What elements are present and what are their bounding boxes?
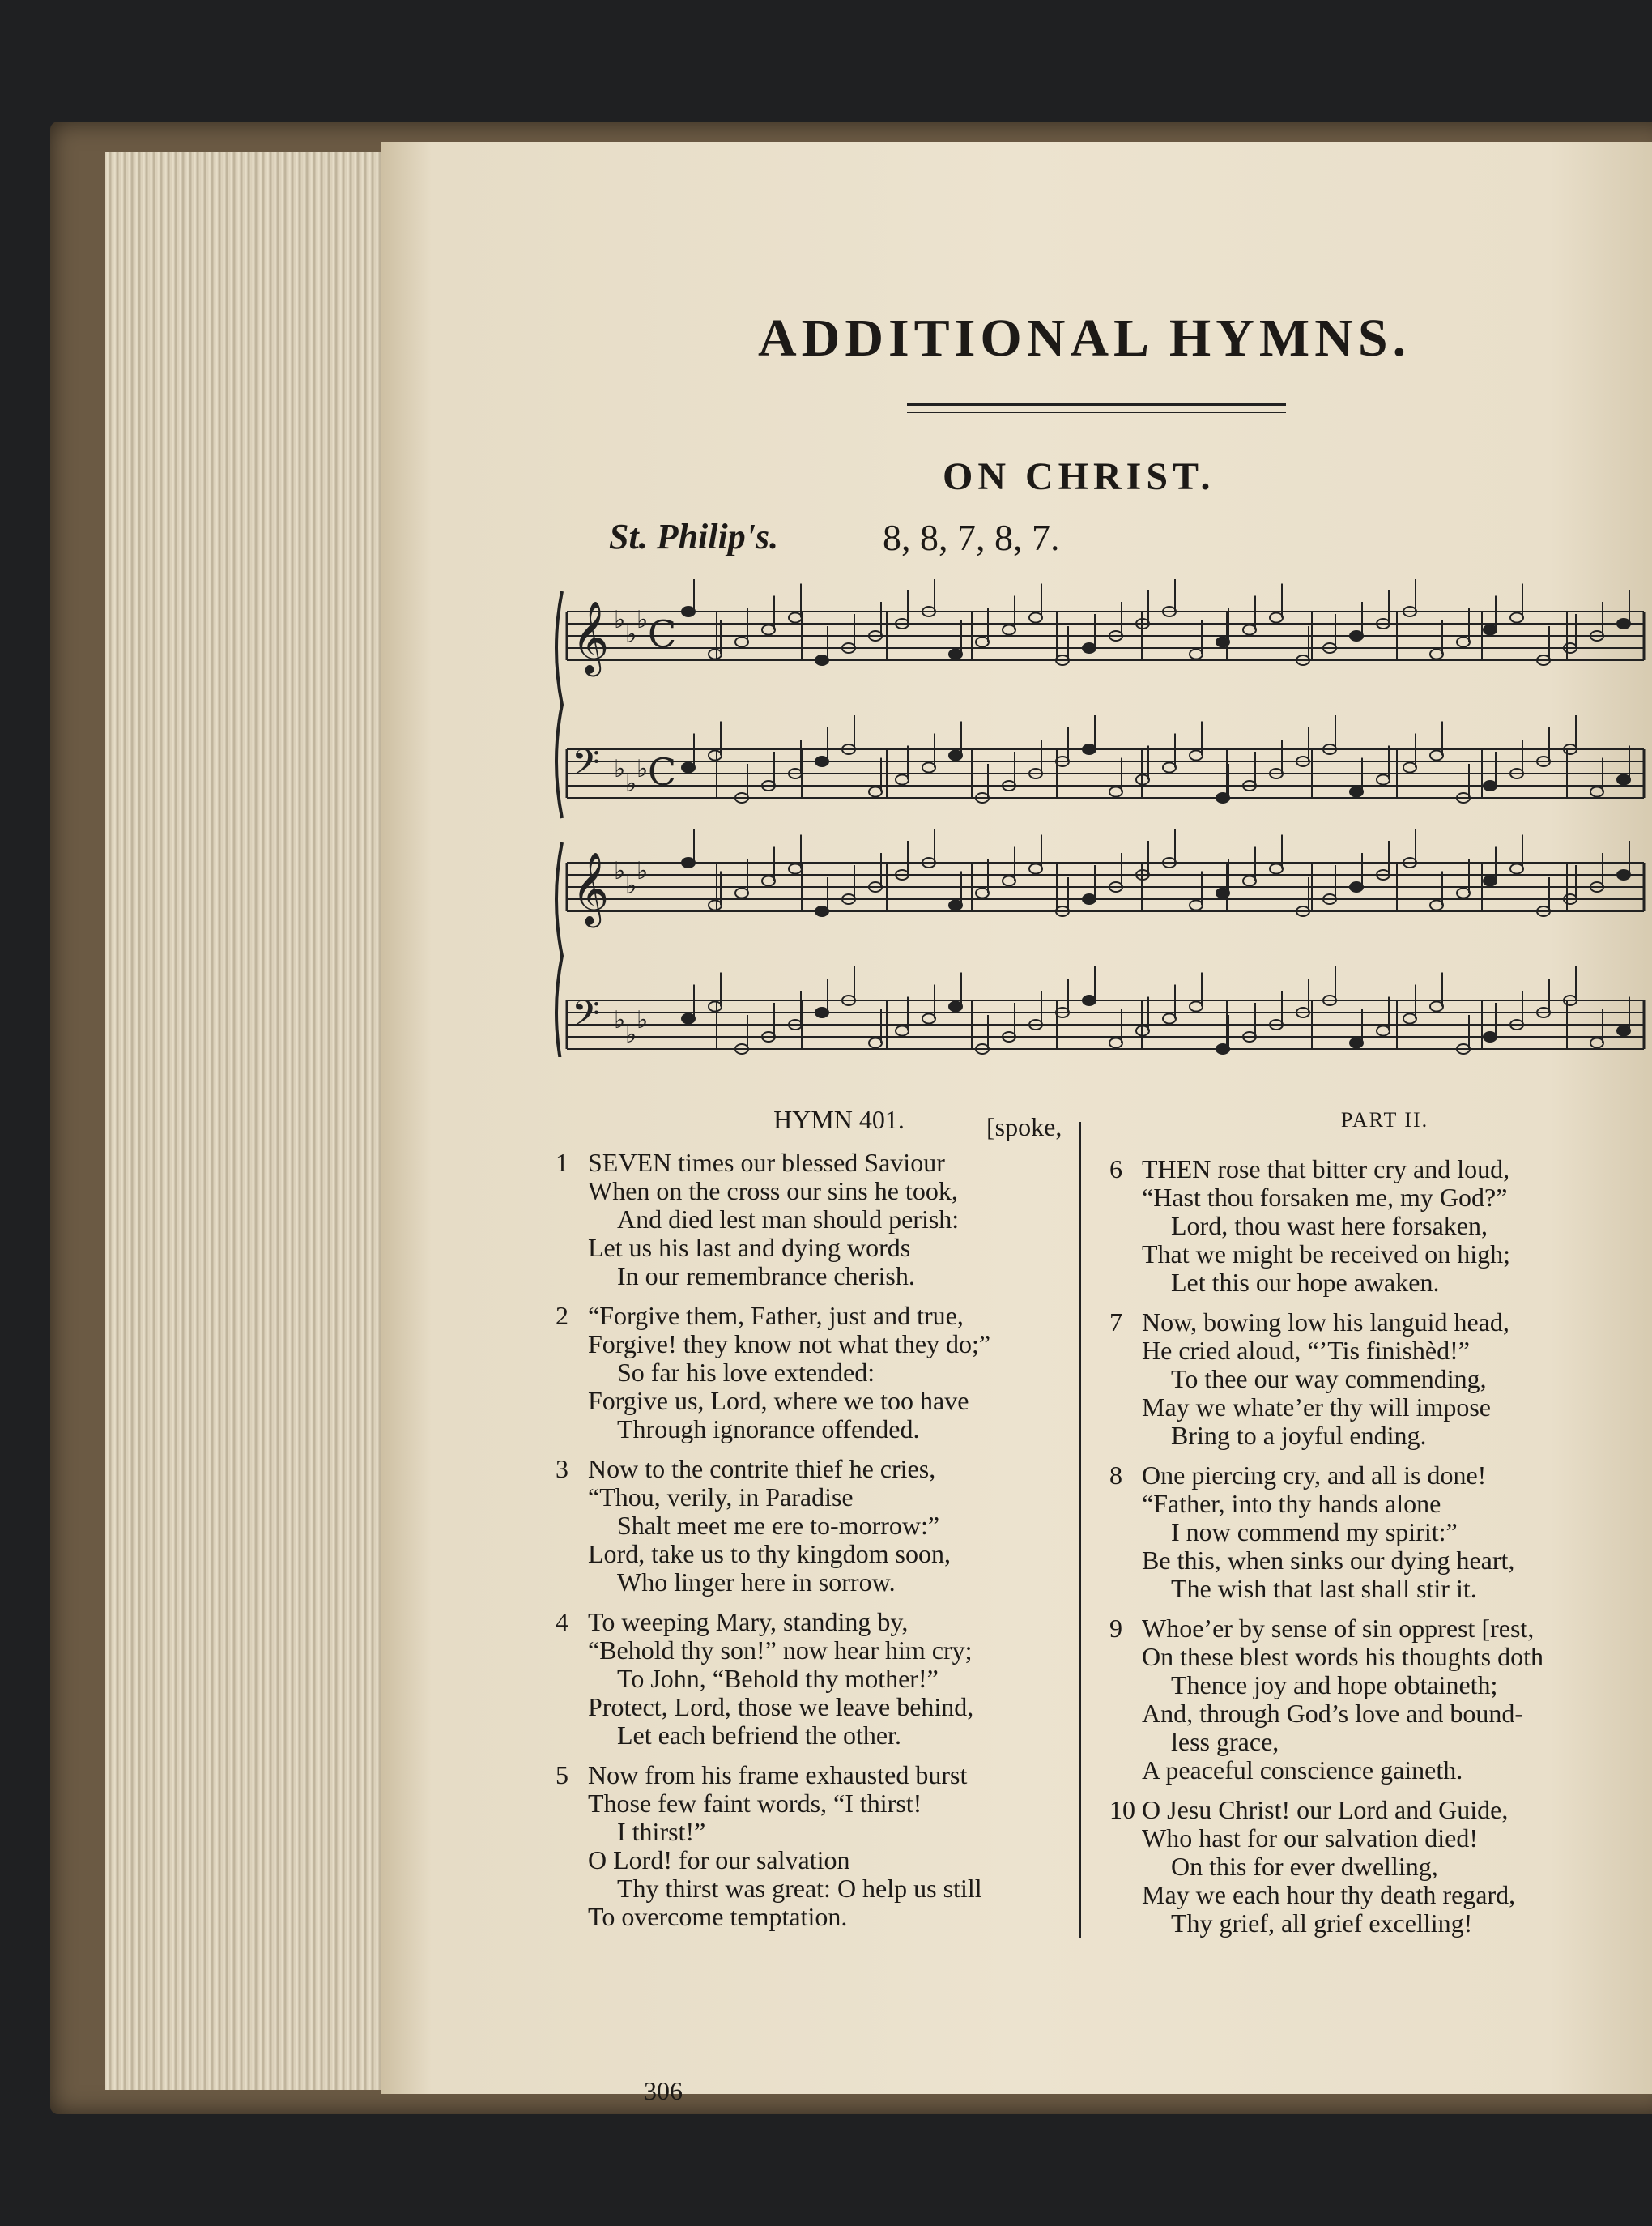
note-head xyxy=(1350,882,1363,892)
note-head xyxy=(896,775,909,785)
note-head xyxy=(949,1002,962,1012)
verse xyxy=(1109,1308,1628,1450)
verse-line: Whoe’er by sense of sin opprest [rest, xyxy=(1142,1614,1535,1643)
note-head xyxy=(922,763,935,773)
section-heading: ON CHRIST. xyxy=(943,455,1216,498)
note-head xyxy=(709,751,722,761)
time-signature: C xyxy=(648,750,677,794)
flat-sign: ♭ xyxy=(614,755,626,783)
note-head xyxy=(1003,625,1015,635)
verse-line: I thirst!” xyxy=(617,1817,706,1846)
verse-line: “Behold thy son!” now hear him cry; xyxy=(588,1635,973,1665)
system-brace xyxy=(556,591,562,818)
note-head xyxy=(869,1038,882,1048)
verse-line: “Thou, verily, in Paradise xyxy=(588,1482,854,1512)
note-head xyxy=(1216,638,1229,647)
verse-line: Thy grief, all grief excelling! xyxy=(1171,1908,1473,1938)
verse xyxy=(1109,1461,1628,1603)
note-head xyxy=(709,650,722,659)
note-head xyxy=(1590,1038,1603,1048)
note-head xyxy=(1163,763,1176,773)
hymn-heading: HYMN 401. xyxy=(773,1105,905,1134)
verse-line: Forgive us, Lord, where we too have xyxy=(588,1386,969,1415)
note-head xyxy=(1484,625,1497,635)
note-head xyxy=(1029,864,1042,874)
note-head xyxy=(1270,613,1283,623)
flat-sign: ♭ xyxy=(625,620,637,649)
verse-line: SEVEN times our blessed Saviour xyxy=(588,1148,945,1177)
part-heading: PART II. xyxy=(1340,1108,1429,1132)
flat-sign: ♭ xyxy=(625,872,637,900)
right-column xyxy=(1109,1106,1628,1949)
verse-line: THEN rose that bitter cry and loud, xyxy=(1142,1154,1510,1183)
note-head xyxy=(1484,781,1497,791)
flat-sign: ♭ xyxy=(637,857,649,885)
note-head xyxy=(815,1008,828,1017)
verse-line: Now from his frame exhausted burst xyxy=(588,1760,968,1789)
verse-number: 9 xyxy=(1109,1614,1122,1643)
verse-line: Be this, when sinks our dying heart, xyxy=(1142,1546,1515,1575)
title-rule xyxy=(907,403,1286,406)
verse-line: So far his love extended: xyxy=(617,1358,875,1387)
note-head xyxy=(815,757,828,766)
verse-line: Now, bowing low his languid head, xyxy=(1142,1307,1509,1337)
note-head xyxy=(1403,763,1416,773)
verse-line: Thy thirst was great: O help us still xyxy=(617,1874,982,1903)
note-head xyxy=(682,763,695,773)
verse-line: Who linger here in sorrow. xyxy=(617,1567,896,1597)
treble-clef: 𝄞 xyxy=(572,852,610,925)
title-rule xyxy=(907,412,1286,413)
verse-line: One piercing cry, and all is done! xyxy=(1142,1461,1487,1490)
note-head xyxy=(1270,864,1283,874)
verse-line: To thee our way commending, xyxy=(1171,1364,1487,1393)
note-head xyxy=(976,889,989,898)
verse-line: I now commend my spirit:” xyxy=(1171,1517,1458,1546)
note-head xyxy=(1350,787,1363,797)
verse-line: May we each hour thy death regard, xyxy=(1142,1880,1516,1909)
verse-line: And died lest man should perish: xyxy=(617,1205,960,1234)
note-head xyxy=(1617,1026,1630,1036)
note-head xyxy=(1457,889,1470,898)
note-head xyxy=(709,1002,722,1012)
verse-line: In our remembrance cherish. xyxy=(617,1261,915,1290)
verse-line: Now to the contrite thief he cries, xyxy=(588,1454,936,1483)
note-head xyxy=(815,655,828,665)
note-head xyxy=(762,876,775,886)
flat-sign: ♭ xyxy=(614,857,626,885)
note-head xyxy=(789,864,802,874)
note-head xyxy=(1109,787,1122,797)
note-head xyxy=(1484,1032,1497,1042)
verse-line: Let this our hope awaken. xyxy=(1171,1268,1440,1297)
verse-line: Shalt meet me ere to-morrow:” xyxy=(617,1511,940,1540)
note-head xyxy=(1083,894,1096,904)
verse-line: Thence joy and hope obtaineth; xyxy=(1171,1670,1498,1699)
verses-right xyxy=(1109,1155,1628,1938)
verse-number: 1 xyxy=(556,1148,568,1177)
note-head xyxy=(682,858,695,868)
note-head xyxy=(1083,744,1096,754)
verse xyxy=(556,1149,1074,1290)
note-head xyxy=(1510,864,1523,874)
note-head xyxy=(1510,613,1523,623)
note-head xyxy=(682,1014,695,1024)
note-head xyxy=(976,638,989,647)
flat-sign: ♭ xyxy=(614,1006,626,1034)
bass-clef: 𝄢 xyxy=(572,741,600,792)
verse-line: To John, “Behold thy mother!” xyxy=(617,1664,939,1693)
verse-line: “Father, into thy hands alone xyxy=(1142,1489,1441,1518)
note-head xyxy=(1457,638,1470,647)
note-head xyxy=(1617,619,1630,629)
note-head xyxy=(922,1014,935,1024)
note-head xyxy=(1430,1002,1443,1012)
verse-number: 4 xyxy=(556,1607,568,1636)
verse-line: To weeping Mary, standing by, xyxy=(588,1607,909,1636)
note-head xyxy=(1350,1038,1363,1048)
continuation-note: [spoke, xyxy=(986,1112,1062,1141)
note-head xyxy=(709,901,722,910)
note-head xyxy=(949,650,962,659)
note-head xyxy=(1617,775,1630,785)
tune-name: St. Philip's. xyxy=(609,517,779,556)
verse-line: Bring to a joyful ending. xyxy=(1171,1421,1427,1450)
flat-sign: ♭ xyxy=(637,1006,649,1034)
verse-number: 3 xyxy=(556,1454,568,1483)
note-head xyxy=(1377,1026,1390,1036)
verse-line: Lord, thou wast here forsaken, xyxy=(1171,1211,1488,1240)
verse xyxy=(556,1608,1074,1750)
note-head xyxy=(735,638,748,647)
verse xyxy=(1109,1155,1628,1297)
note-head xyxy=(1216,793,1229,803)
verse-number: 7 xyxy=(1109,1307,1122,1337)
flat-sign: ♭ xyxy=(637,755,649,783)
note-head xyxy=(1243,876,1256,886)
note-head xyxy=(1403,1014,1416,1024)
page-title: ADDITIONAL HYMNS. xyxy=(758,309,1411,368)
note-head xyxy=(1216,889,1229,898)
note-head xyxy=(1617,870,1630,880)
verse-line: Those few faint words, “I thirst! xyxy=(588,1789,922,1818)
verse xyxy=(556,1455,1074,1597)
note-head xyxy=(789,613,802,623)
note-head xyxy=(1484,876,1497,886)
page-edges xyxy=(105,152,390,2090)
verse xyxy=(1109,1796,1628,1938)
verse-line: Who hast for our salvation died! xyxy=(1142,1823,1478,1853)
verse-line: Let us his last and dying words xyxy=(588,1233,911,1262)
verse-line: “Hast thou forsaken me, my God?” xyxy=(1142,1183,1508,1212)
verse-line: On this for ever dwelling, xyxy=(1171,1852,1438,1881)
note-head xyxy=(949,901,962,910)
verse xyxy=(1109,1614,1628,1785)
verse-number: 6 xyxy=(1109,1154,1122,1183)
staff-systems xyxy=(556,579,1644,1057)
verse-line: Protect, Lord, those we leave behind, xyxy=(588,1692,974,1721)
note-head xyxy=(869,787,882,797)
music-score xyxy=(551,579,1652,1057)
verse-line: Lord, take us to thy kingdom soon, xyxy=(588,1539,951,1568)
note-head xyxy=(762,625,775,635)
note-head xyxy=(1163,1014,1176,1024)
verse-number: 2 xyxy=(556,1301,568,1330)
verse-line: A peaceful conscience gaineth. xyxy=(1142,1755,1463,1785)
note-head xyxy=(1083,996,1096,1005)
bass-clef: 𝄢 xyxy=(572,992,600,1043)
note-head xyxy=(1029,613,1042,623)
meter: 8, 8, 7, 8, 7. xyxy=(883,517,1060,558)
note-head xyxy=(1377,775,1390,785)
note-head xyxy=(896,1026,909,1036)
note-head xyxy=(815,906,828,916)
verse-line: He cried aloud, “’Tis finishèd!” xyxy=(1142,1336,1470,1365)
verse-line: The wish that last shall stir it. xyxy=(1171,1574,1477,1603)
flat-sign: ♭ xyxy=(614,606,626,634)
verse-number: 5 xyxy=(556,1760,568,1789)
verse-line: On these blest words his thoughts doth xyxy=(1142,1642,1543,1671)
note-head xyxy=(1083,643,1096,653)
note-head xyxy=(1190,751,1203,761)
hymnal-page xyxy=(381,142,1652,2105)
verse-number: 8 xyxy=(1109,1461,1122,1490)
note-head xyxy=(1590,787,1603,797)
verse-line: Let each befriend the other. xyxy=(617,1721,901,1750)
note-head xyxy=(1350,631,1363,641)
note-head xyxy=(1190,1002,1203,1012)
note-head xyxy=(1109,1038,1122,1048)
time-signature: C xyxy=(648,612,677,656)
note-head xyxy=(949,751,962,761)
system-brace xyxy=(556,842,562,1057)
note-head xyxy=(1430,901,1443,910)
verse xyxy=(556,1761,1074,1931)
note-head xyxy=(1003,876,1015,886)
note-head xyxy=(1190,650,1203,659)
verse-number: 10 xyxy=(1109,1795,1135,1824)
note-head xyxy=(1190,901,1203,910)
left-column xyxy=(556,1106,1074,1942)
verse-line: That we might be received on high; xyxy=(1142,1239,1510,1269)
flat-sign: ♭ xyxy=(637,606,649,634)
note-head xyxy=(1430,650,1443,659)
verse-line: Through ignorance offended. xyxy=(617,1414,920,1443)
flat-sign: ♭ xyxy=(625,1021,637,1049)
note-head xyxy=(735,889,748,898)
verse-line: less grace, xyxy=(1171,1727,1279,1756)
page-number: 306 xyxy=(644,2076,683,2105)
verse xyxy=(556,1302,1074,1443)
verses-left xyxy=(556,1149,1074,1931)
note-head xyxy=(1216,1044,1229,1054)
column-divider xyxy=(1079,1122,1081,1938)
verse-line: Forgive! they know not what they do;” xyxy=(588,1329,991,1358)
verse-line: When on the cross our sins he took, xyxy=(588,1176,958,1205)
verse-line: “Forgive them, Father, just and true, xyxy=(588,1301,964,1330)
note-head xyxy=(1430,751,1443,761)
note-head xyxy=(1243,625,1256,635)
verse-line: O Jesu Christ! our Lord and Guide, xyxy=(1142,1795,1509,1824)
verse-line: O Lord! for our salvation xyxy=(588,1845,850,1874)
verse-line: May we whate’er thy will impose xyxy=(1142,1392,1491,1422)
treble-clef: 𝄞 xyxy=(572,601,610,674)
note-head xyxy=(682,607,695,616)
flat-sign: ♭ xyxy=(625,770,637,798)
verse-line: And, through God’s love and bound- xyxy=(1142,1699,1524,1728)
verse-line: To overcome temptation. xyxy=(588,1902,848,1931)
